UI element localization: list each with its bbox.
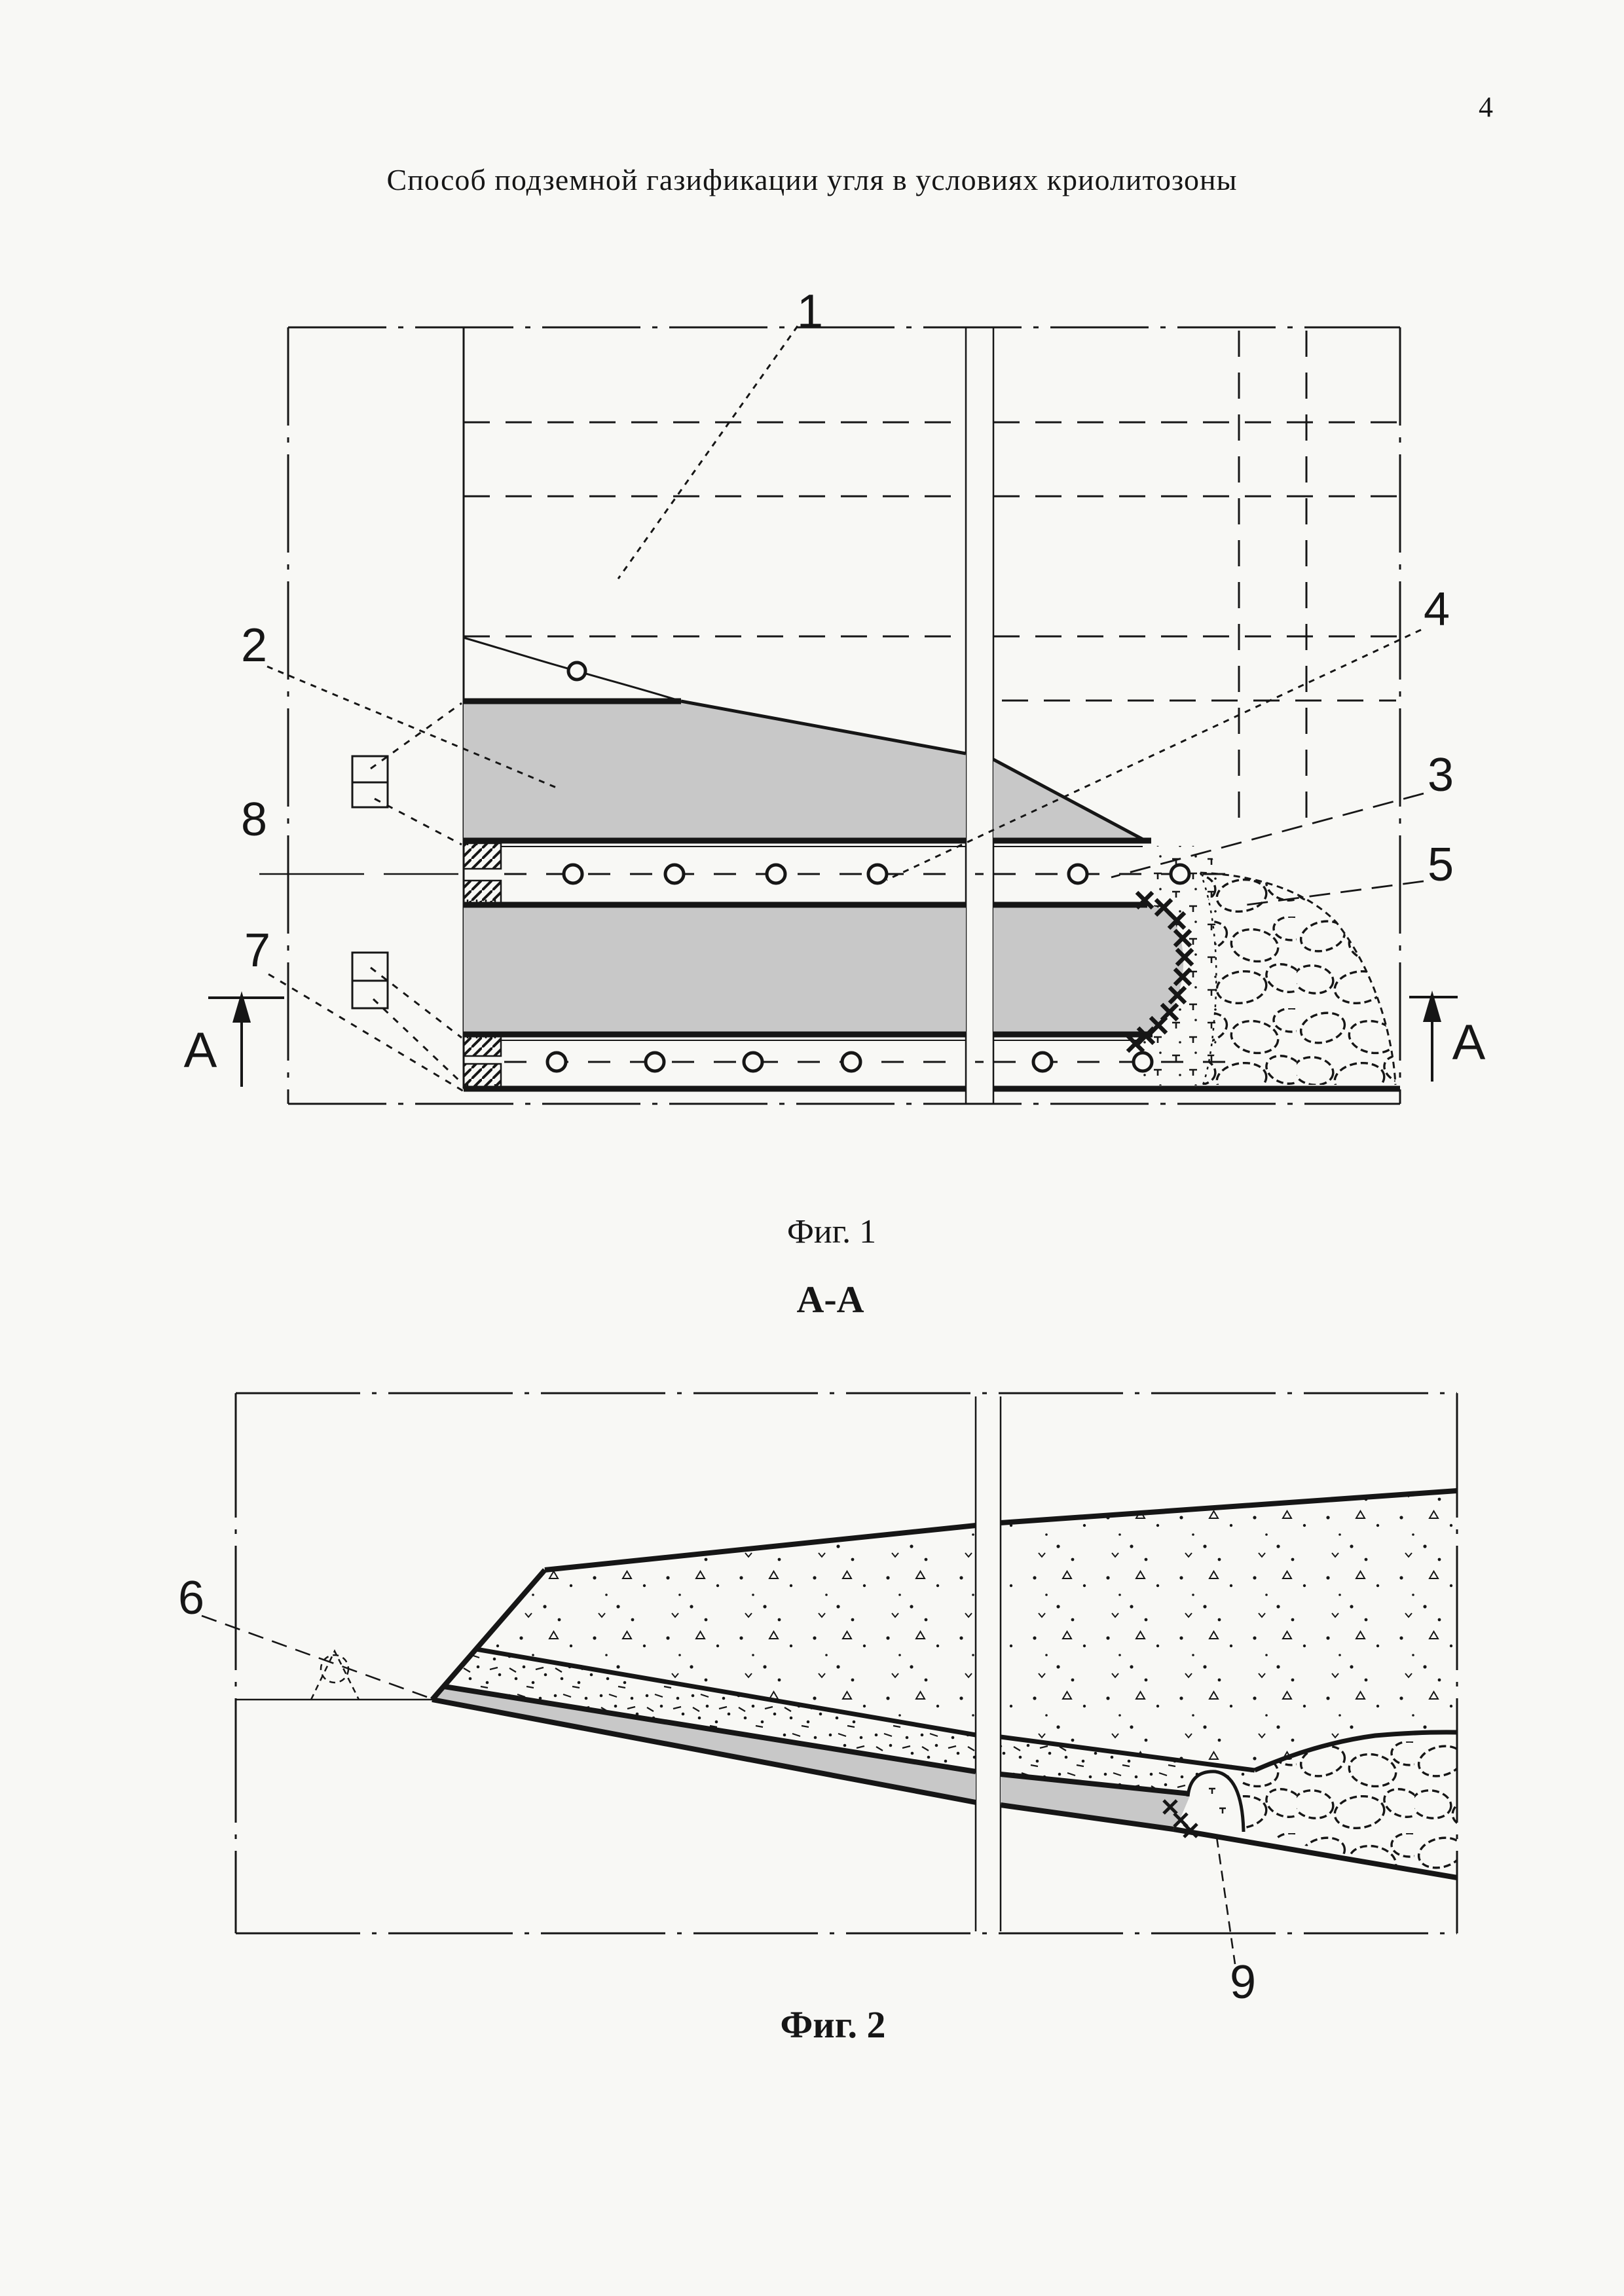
figure-2-section-view	[178, 1278, 1457, 2046]
section-marker-right	[1409, 991, 1486, 1082]
section-title: А-А	[796, 1278, 864, 1321]
gallery-lower-seal	[464, 1036, 501, 1088]
caved-rocks-zone	[1200, 873, 1395, 1085]
wellhead-marker	[311, 1651, 359, 1700]
figure-2-break-band	[976, 1396, 1001, 1931]
section-letter-left: А	[183, 1023, 217, 1078]
figure-1-caption: Фиг. 1	[786, 1213, 877, 1250]
callout-1-label: 1	[796, 285, 824, 338]
gallery-upper-seal	[464, 843, 501, 903]
callout-6-label: 6	[177, 1572, 205, 1624]
drawing-break-band	[966, 327, 993, 1104]
figure-2-caption: Фиг. 2	[780, 2003, 886, 2046]
callout-2-label: 2	[240, 619, 268, 672]
callout-7-label: 7	[244, 924, 271, 977]
control-unit-boxes	[352, 756, 388, 1008]
surface-borehole-circle	[568, 663, 585, 680]
document-title: Способ подземной газификации угля в условиях криолитозоны	[386, 163, 1238, 196]
page-number: 4	[1479, 91, 1493, 123]
gallery-upper	[259, 841, 1231, 903]
coal-panel-lower	[464, 892, 1192, 1051]
thaw-boundary-curve	[464, 638, 681, 701]
figure-1-plan-view	[184, 285, 1486, 1250]
callout-5-label: 5	[1427, 839, 1454, 891]
callout-8-label: 8	[240, 793, 268, 846]
callout-3-label: 3	[1427, 749, 1454, 801]
coal-panel-upper	[464, 701, 1151, 841]
control-unit-leaders	[371, 703, 462, 1082]
callout-4-label: 4	[1423, 583, 1450, 636]
section-letter-right: А	[1452, 1015, 1486, 1070]
section-marker-left	[184, 991, 284, 1087]
callout-9-label: 9	[1229, 1956, 1257, 2009]
